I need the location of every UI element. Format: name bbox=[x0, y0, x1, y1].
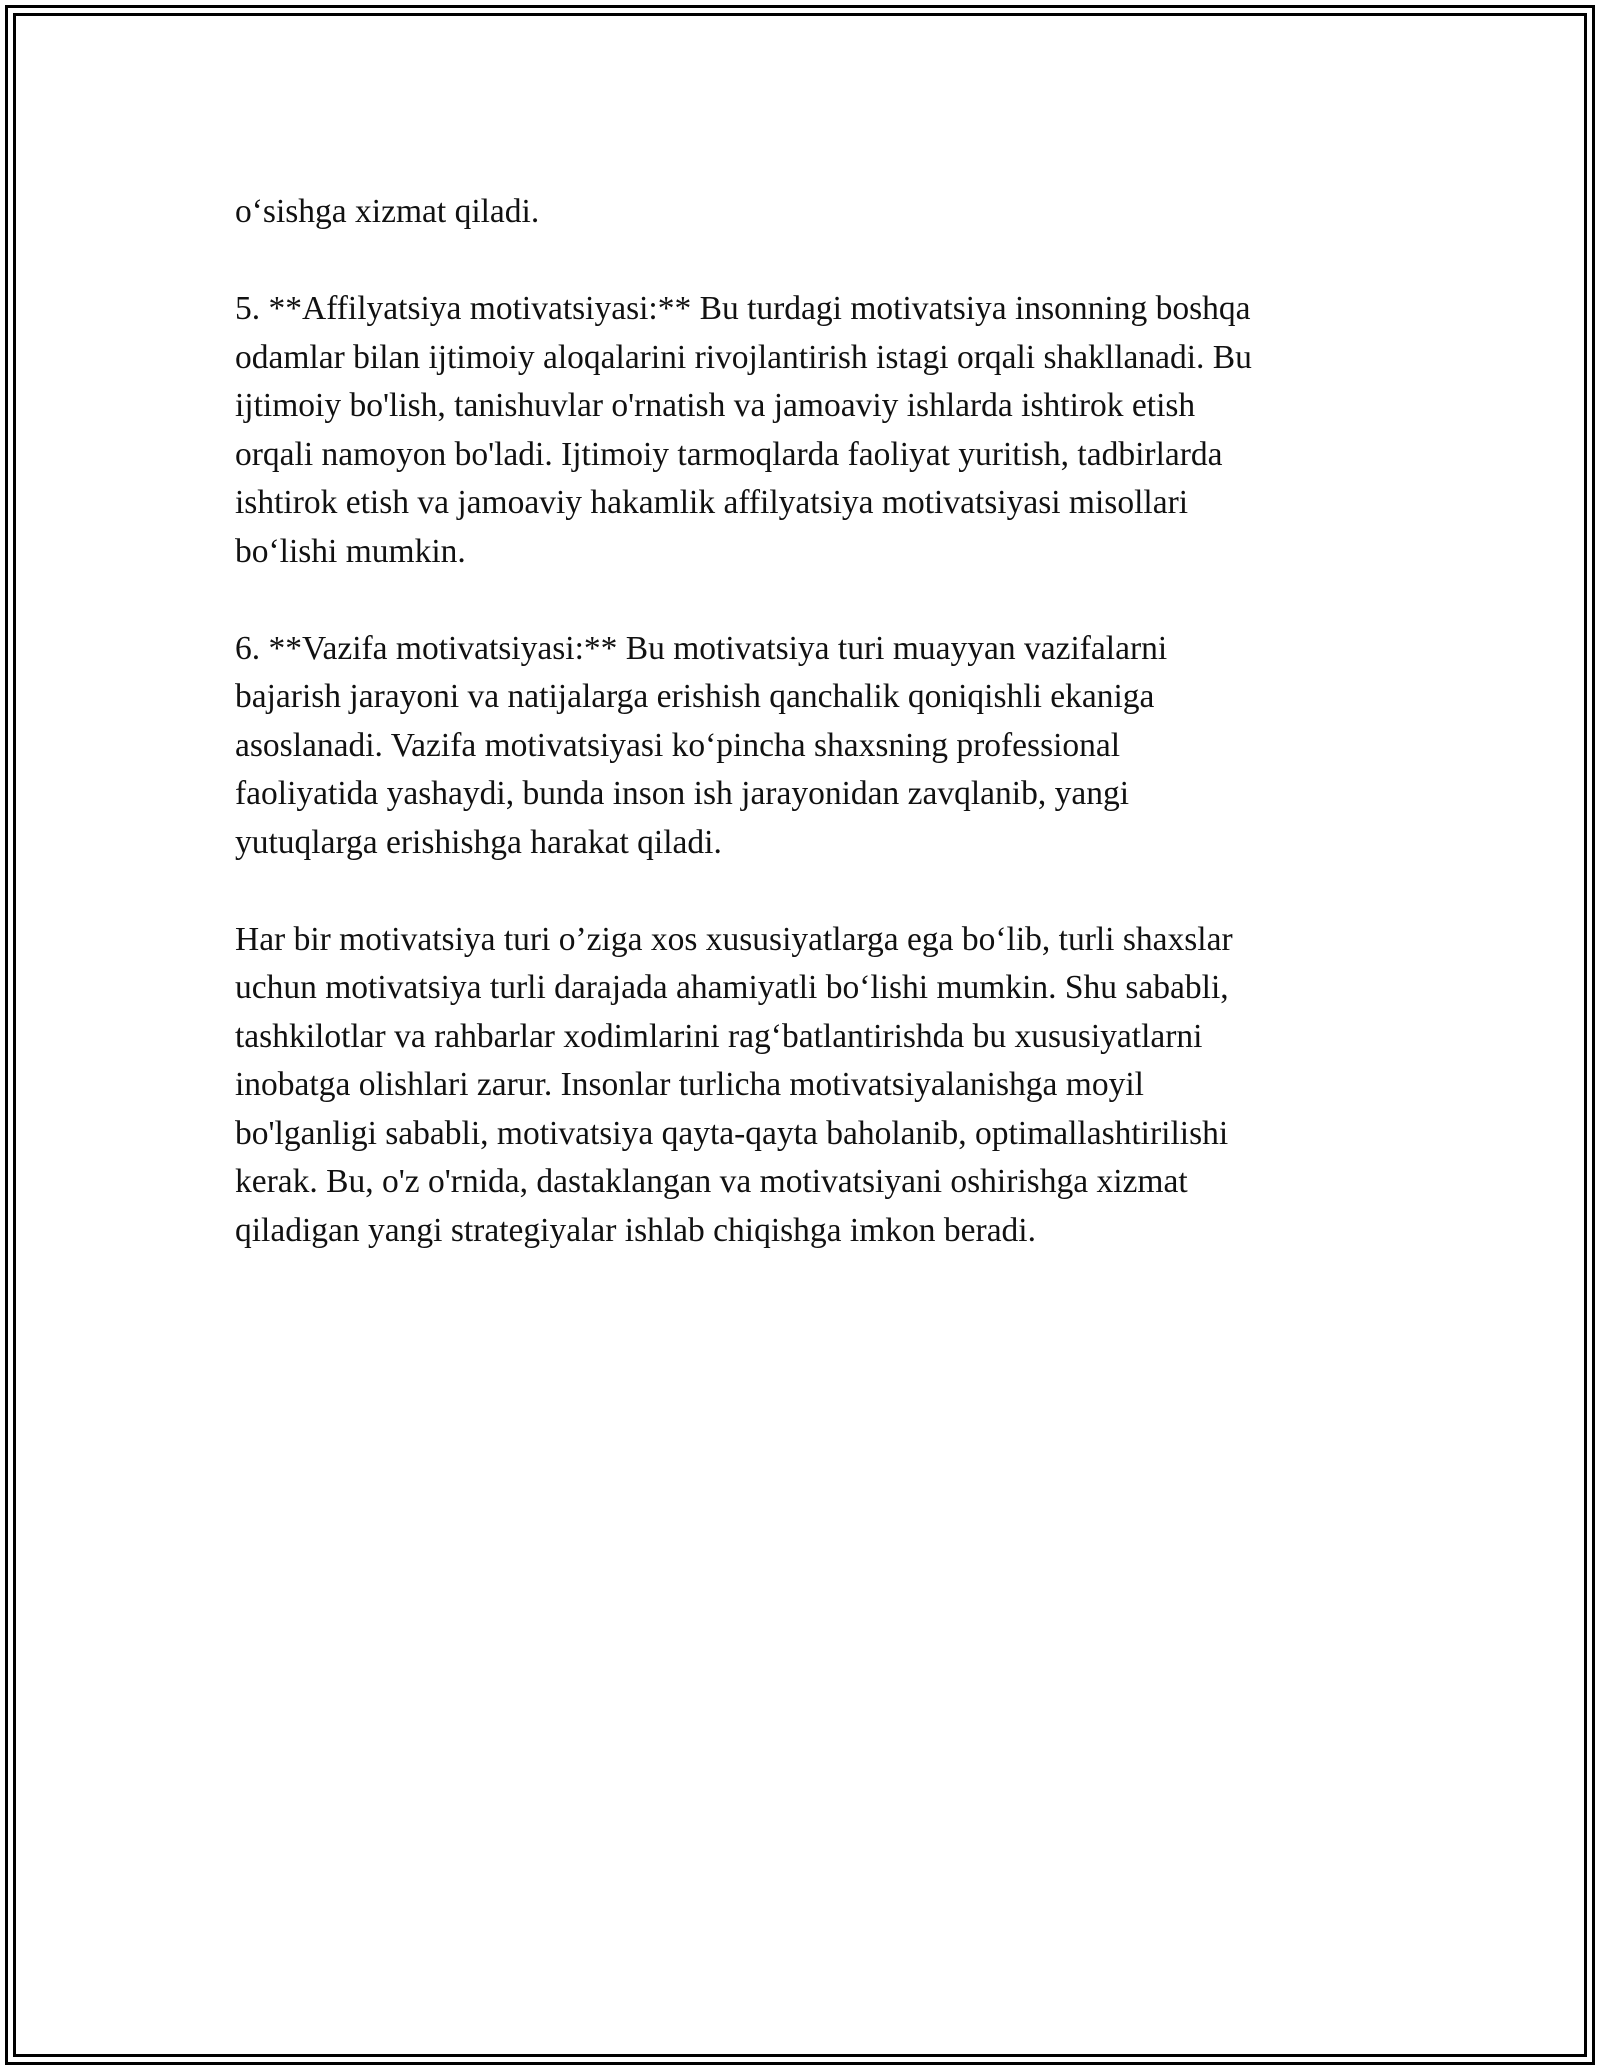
paragraph-task-motivation: 6. **Vazifa motivatsiyasi:** Bu motivatsiya turi muayyan vazifalarni bajarish jarayoni va natijalarga erishish qanchalik qoniqishli ekaniga asoslanadi. Vazifa motivatsiyasi ko‘pincha shaxsning professional faoliyatida yashaydi, bunda inson ish jarayonidan zavqlanib, yangi yutuqlarga erishishga harakat qiladi. bbox=[235, 629, 1168, 861]
paragraph-affiliation-motivation: 5. **Affilyatsiya motivatsiyasi:** Bu turdagi motivatsiya insonning boshqa odamlar bilan ijtimoiy aloqalarini rivojlantirish istagi orqali shakllanadi. Bu ijtimoiy bo'lish, tanishuvlar o'rnatish va jamoaviy ishlarda ishtirok etish orqali namoyon bo'ladi. Ijtimoiy tarmoqlarda faoliyat yuritish, tadbirlarda ishtirok etish va jamoaviy hakamlik affilyatsiya motivatsiyasi misollari bo‘lishi mumkin. bbox=[235, 290, 1252, 570]
document-body bbox=[235, 188, 1375, 1304]
paragraph-conclusion: Har bir motivatsiya turi o’ziga xos xususiyatlarga ega bo‘lib, turli shaxslar uchun motivatsiya turli darajada ahamiyatli bo‘lishi mumkin. Shu sababli, tashkilotlar va rahbarlar xodimlarini rag‘batlantirishda bu xususiyatlarni inobatga olishlari zarur. Insonlar turlicha motivatsiyalanishga moyil bo'lganligi sababli, motivatsiya qayta-qayta baholanib, optimallashtirilishi kerak. Bu, o'z o'rnida, dastaklangan va motivatsiyani oshirishga xizmat qiladigan yangi strategiyalar ishlab chiqishga imkon beradi. bbox=[235, 920, 1233, 1249]
paragraph-continuation: o‘sishga xizmat qiladi. bbox=[235, 193, 540, 230]
